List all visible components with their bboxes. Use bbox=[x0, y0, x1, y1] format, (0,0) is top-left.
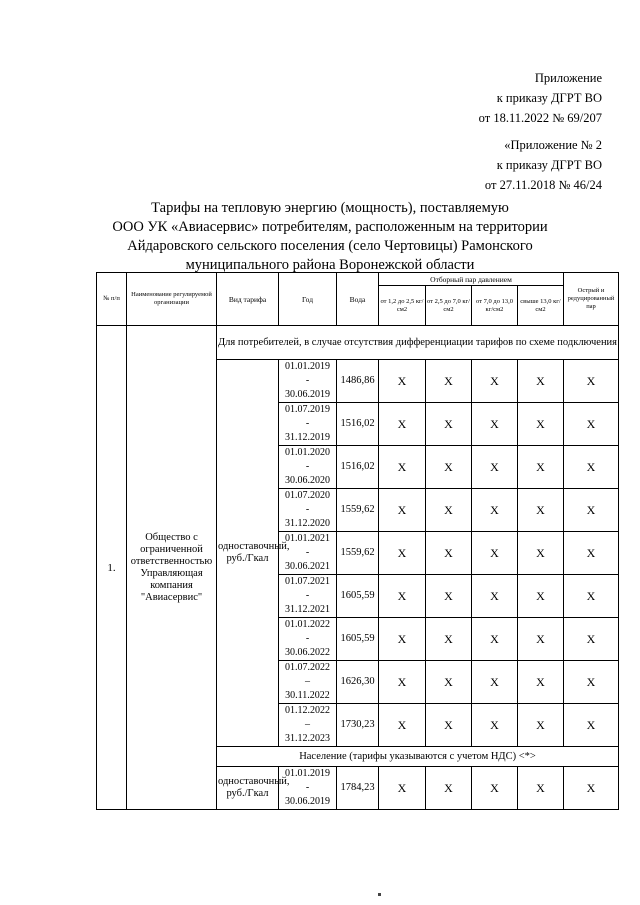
period-end: 30.06.2021 bbox=[285, 561, 330, 572]
period-start: 01.07.2021 bbox=[285, 576, 330, 587]
period-dash: – bbox=[305, 719, 310, 730]
x-mark: X bbox=[564, 446, 619, 489]
period-end: 30.06.2019 bbox=[285, 389, 330, 400]
tariff-kind: одноставочный, руб./Гкал bbox=[217, 360, 279, 747]
tariff-kind: одноставочный, руб./Гкал bbox=[217, 767, 279, 810]
x-mark: X bbox=[472, 489, 518, 532]
x-mark: X bbox=[564, 618, 619, 661]
period-end: 31.12.2021 bbox=[285, 604, 330, 615]
x-mark: X bbox=[564, 360, 619, 403]
x-mark: X bbox=[426, 767, 472, 810]
x-mark: X bbox=[472, 360, 518, 403]
x-mark: X bbox=[564, 661, 619, 704]
period-dash: - bbox=[305, 375, 310, 386]
x-mark: X bbox=[472, 767, 518, 810]
x-mark: X bbox=[472, 661, 518, 704]
col-header-p4: свыше 13,0 кг/см2 bbox=[518, 286, 564, 326]
x-mark: X bbox=[472, 618, 518, 661]
period-cell bbox=[279, 661, 337, 704]
x-mark: X bbox=[564, 767, 619, 810]
title-line: Тарифы на тепловую энергию (мощность), поставляемую bbox=[151, 200, 509, 216]
period-cell bbox=[279, 489, 337, 532]
title-line: Айдаровского сельского поселения (село Чертовицы) Рамонского bbox=[127, 238, 533, 254]
x-mark: X bbox=[379, 704, 426, 747]
header-line: к приказу ДГРТ ВО bbox=[496, 158, 602, 172]
document-title bbox=[80, 199, 580, 275]
x-mark: X bbox=[426, 360, 472, 403]
period-start: 01.01.2021 bbox=[285, 533, 330, 544]
x-mark: X bbox=[564, 489, 619, 532]
section-row bbox=[97, 326, 619, 360]
period-start: 01.07.2020 bbox=[285, 490, 330, 501]
col-header-num: № п/п bbox=[97, 273, 127, 326]
x-mark: X bbox=[518, 403, 564, 446]
period-end: 30.06.2022 bbox=[285, 647, 330, 658]
x-mark: X bbox=[472, 704, 518, 747]
header-original-block bbox=[485, 135, 602, 195]
col-header-sharp: Острый и редуцированный пар bbox=[564, 273, 619, 326]
header-line: к приказу ДГРТ ВО bbox=[496, 91, 602, 105]
period-end: 31.12.2020 bbox=[285, 518, 330, 529]
period-cell bbox=[279, 532, 337, 575]
x-mark: X bbox=[426, 489, 472, 532]
section-title: Для потребителей, в случае отсутствия дифференциации тарифов по схеме подключения bbox=[217, 326, 619, 360]
x-mark: X bbox=[379, 767, 426, 810]
period-start: 01.01.2020 bbox=[285, 447, 330, 458]
scan-dot bbox=[378, 893, 381, 896]
x-mark: X bbox=[379, 403, 426, 446]
title-line: муниципального района Воронежской области bbox=[185, 257, 475, 273]
water-value: 1516,02 bbox=[337, 403, 379, 446]
x-mark: X bbox=[426, 403, 472, 446]
col-header-org: Наименование регулируемой организации bbox=[127, 273, 217, 326]
period-end: 30.06.2019 bbox=[285, 796, 330, 807]
water-value: 1626,30 bbox=[337, 661, 379, 704]
header-line: «Приложение № 2 bbox=[504, 138, 602, 152]
water-value: 1605,59 bbox=[337, 618, 379, 661]
period-end: 30.11.2022 bbox=[285, 690, 330, 701]
water-value: 1730,23 bbox=[337, 704, 379, 747]
period-dash: - bbox=[305, 418, 310, 429]
x-mark: X bbox=[564, 532, 619, 575]
period-dash: - bbox=[305, 504, 310, 515]
x-mark: X bbox=[518, 489, 564, 532]
water-value: 1605,59 bbox=[337, 575, 379, 618]
period-cell bbox=[279, 360, 337, 403]
water-value: 1516,02 bbox=[337, 446, 379, 489]
x-mark: X bbox=[518, 532, 564, 575]
period-end: 31.12.2023 bbox=[285, 733, 330, 744]
x-mark: X bbox=[564, 403, 619, 446]
col-header-kind: Вид тарифа bbox=[217, 273, 279, 326]
x-mark: X bbox=[518, 767, 564, 810]
period-cell bbox=[279, 403, 337, 446]
period-dash: – bbox=[305, 676, 310, 687]
x-mark: X bbox=[379, 575, 426, 618]
x-mark: X bbox=[518, 661, 564, 704]
title-line: ООО УК «Авиасервис» потребителям, расположенным на территории bbox=[112, 219, 548, 235]
section-title: Население (тарифы указываются с учетом НДС) <*> bbox=[217, 747, 619, 767]
x-mark: X bbox=[379, 446, 426, 489]
x-mark: X bbox=[564, 575, 619, 618]
header-approval-block bbox=[479, 68, 602, 128]
organization-name: Общество с ограниченной ответственностью Управляющая компания "Авиасервис" bbox=[127, 326, 217, 810]
water-value: 1486,86 bbox=[337, 360, 379, 403]
period-cell bbox=[279, 767, 337, 810]
period-start: 01.01.2019 bbox=[285, 361, 330, 372]
period-dash: - bbox=[305, 547, 310, 558]
x-mark: X bbox=[426, 661, 472, 704]
period-end: 30.06.2020 bbox=[285, 475, 330, 486]
water-value: 1559,62 bbox=[337, 489, 379, 532]
x-mark: X bbox=[379, 489, 426, 532]
x-mark: X bbox=[564, 704, 619, 747]
x-mark: X bbox=[518, 360, 564, 403]
period-cell bbox=[279, 618, 337, 661]
x-mark: X bbox=[379, 532, 426, 575]
period-dash: - bbox=[305, 782, 310, 793]
period-start: 01.01.2019 bbox=[285, 768, 330, 779]
period-dash: - bbox=[305, 590, 310, 601]
period-start: 01.07.2022 bbox=[285, 662, 330, 673]
col-header-steam-group: Отборный пар давлением bbox=[379, 273, 564, 286]
period-start: 01.01.2022 bbox=[285, 619, 330, 630]
x-mark: X bbox=[472, 403, 518, 446]
x-mark: X bbox=[518, 704, 564, 747]
period-end: 31.12.2019 bbox=[285, 432, 330, 443]
x-mark: X bbox=[472, 446, 518, 489]
x-mark: X bbox=[426, 446, 472, 489]
period-start: 01.07.2019 bbox=[285, 404, 330, 415]
x-mark: X bbox=[426, 618, 472, 661]
col-header-p2: от 2,5 до 7,0 кг/см2 bbox=[426, 286, 472, 326]
x-mark: X bbox=[518, 575, 564, 618]
header-line: от 27.11.2018 № 46/24 bbox=[484, 178, 602, 192]
period-cell bbox=[279, 575, 337, 618]
x-mark: X bbox=[426, 704, 472, 747]
header-line: от 18.11.2022 № 69/207 bbox=[478, 111, 602, 125]
x-mark: X bbox=[472, 532, 518, 575]
col-header-p1: от 1,2 до 2,5 кг/см2 bbox=[379, 286, 426, 326]
water-value: 1784,23 bbox=[337, 767, 379, 810]
x-mark: X bbox=[472, 575, 518, 618]
x-mark: X bbox=[518, 618, 564, 661]
period-dash: - bbox=[305, 461, 310, 472]
row-number: 1. bbox=[97, 326, 127, 810]
x-mark: X bbox=[379, 661, 426, 704]
x-mark: X bbox=[426, 532, 472, 575]
x-mark: X bbox=[426, 575, 472, 618]
x-mark: X bbox=[379, 618, 426, 661]
period-start: 01.12.2022 bbox=[285, 705, 330, 716]
period-cell bbox=[279, 704, 337, 747]
period-dash: - bbox=[305, 633, 310, 644]
col-header-water: Вода bbox=[337, 273, 379, 326]
period-cell bbox=[279, 446, 337, 489]
col-header-year: Год bbox=[279, 273, 337, 326]
x-mark: X bbox=[379, 360, 426, 403]
tariff-table bbox=[96, 272, 619, 810]
header-line: Приложение bbox=[534, 71, 602, 85]
x-mark: X bbox=[518, 446, 564, 489]
col-header-p3: от 7,0 до 13,0 кг/см2 bbox=[472, 286, 518, 326]
water-value: 1559,62 bbox=[337, 532, 379, 575]
